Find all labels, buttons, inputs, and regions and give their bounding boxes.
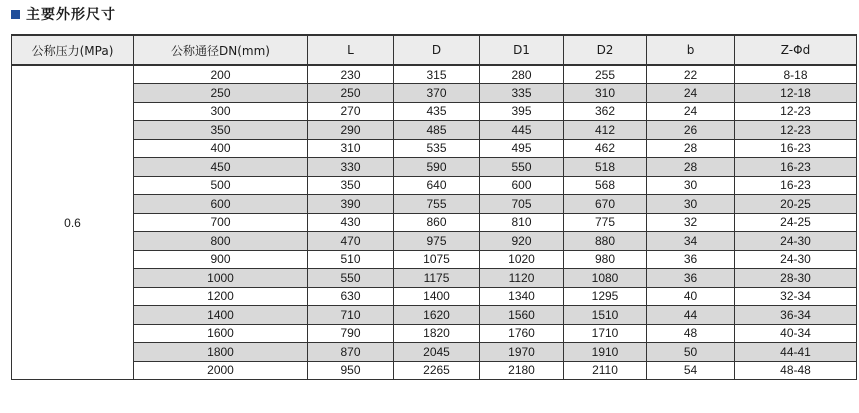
table-row [12,287,857,306]
table-cell: 44-41 [735,343,857,362]
table-cell: 1710 [564,324,647,343]
table-cell: 16-23 [735,176,857,195]
table-cell: 1760 [480,324,564,343]
table-cell: 12-23 [735,121,857,140]
table-cell: 32-34 [735,287,857,306]
table-cell: 1910 [564,343,647,362]
table-cell: 400 [134,139,308,158]
table-cell: 54 [647,361,735,380]
table-cell: 462 [564,139,647,158]
table-cell: 24 [647,102,735,121]
table-cell: 255 [564,65,647,84]
table-cell: 810 [480,213,564,232]
table-cell: 412 [564,121,647,140]
table-cell: 755 [394,195,480,214]
table-cell: 36 [647,269,735,288]
table-cell: 230 [308,65,394,84]
table-cell: 550 [308,269,394,288]
table-cell: 535 [394,139,480,158]
table-cell: 2045 [394,343,480,362]
table-cell: 500 [134,176,308,195]
table-cell: 315 [394,65,480,84]
table-cell: 1970 [480,343,564,362]
table-row [12,121,857,140]
table-cell: 1340 [480,287,564,306]
table-row [12,102,857,121]
table-row [12,232,857,251]
table-cell: 30 [647,176,735,195]
table-cell: 300 [134,102,308,121]
table-cell: 40-34 [735,324,857,343]
table-cell: 1120 [480,269,564,288]
table-cell: 495 [480,139,564,158]
table-cell: 470 [308,232,394,251]
table-cell: 16-23 [735,158,857,177]
table-cell: 1080 [564,269,647,288]
table-cell: 518 [564,158,647,177]
table-cell: 40 [647,287,735,306]
table-cell: 12-23 [735,102,857,121]
table-row [12,139,857,158]
table-row [12,361,857,380]
table-cell: 705 [480,195,564,214]
table-cell: 30 [647,195,735,214]
table-cell: 50 [647,343,735,362]
table-cell: 2180 [480,361,564,380]
header-l: L [308,35,394,65]
table-cell: 790 [308,324,394,343]
table-cell: 800 [134,232,308,251]
table-cell: 430 [308,213,394,232]
section-title: 主要外形尺寸 [26,7,116,23]
table-row [12,324,857,343]
table-cell: 485 [394,121,480,140]
pressure-cell: 0.6 [12,65,134,380]
table-cell: 32 [647,213,735,232]
table-cell: 350 [308,176,394,195]
table-cell: 250 [134,84,308,103]
table-cell: 710 [308,306,394,325]
table-cell: 590 [394,158,480,177]
table-header-row [12,35,857,65]
table-row [12,158,857,177]
table-cell: 24-25 [735,213,857,232]
table-cell: 600 [480,176,564,195]
header-bolt-holes: Z-Φd [735,35,857,65]
table-cell: 390 [308,195,394,214]
table-cell: 980 [564,250,647,269]
table-cell: 975 [394,232,480,251]
table-cell: 670 [564,195,647,214]
table-row [12,250,857,269]
table-cell: 1620 [394,306,480,325]
header-d1: D1 [480,35,564,65]
table-row [12,195,857,214]
table-cell: 950 [308,361,394,380]
table-cell: 335 [480,84,564,103]
header-pressure: 公称压力(MPa) [12,35,134,65]
table-cell: 2110 [564,361,647,380]
table-cell: 2265 [394,361,480,380]
table-cell: 28 [647,158,735,177]
table-cell: 250 [308,84,394,103]
table-cell: 350 [134,121,308,140]
header-nominal-diameter: 公称通径DN(mm) [134,35,308,65]
table-cell: 640 [394,176,480,195]
table-cell: 860 [394,213,480,232]
table-cell: 290 [308,121,394,140]
table-cell: 24-30 [735,250,857,269]
table-cell: 880 [564,232,647,251]
table-row [12,306,857,325]
table-cell: 310 [564,84,647,103]
table-cell: 1400 [394,287,480,306]
header-b: b [647,35,735,65]
table-cell: 1200 [134,287,308,306]
table-cell: 28-30 [735,269,857,288]
table-cell: 920 [480,232,564,251]
table-cell: 34 [647,232,735,251]
table-cell: 36 [647,250,735,269]
table-cell: 1600 [134,324,308,343]
table-cell: 24 [647,84,735,103]
table-cell: 48 [647,324,735,343]
table-cell: 36-34 [735,306,857,325]
table-cell: 362 [564,102,647,121]
table-cell: 1175 [394,269,480,288]
table-cell: 310 [308,139,394,158]
table-cell: 395 [480,102,564,121]
table-cell: 600 [134,195,308,214]
table-cell: 1820 [394,324,480,343]
table-cell: 12-18 [735,84,857,103]
table-cell: 568 [564,176,647,195]
table-cell: 8-18 [735,65,857,84]
table-cell: 44 [647,306,735,325]
table-cell: 16-23 [735,139,857,158]
table-cell: 870 [308,343,394,362]
table-cell: 200 [134,65,308,84]
table-row [12,343,857,362]
table-cell: 1020 [480,250,564,269]
table-cell: 48-48 [735,361,857,380]
header-d: D [394,35,480,65]
table-row [12,176,857,195]
table-cell: 370 [394,84,480,103]
section-heading [11,4,116,24]
table-cell: 630 [308,287,394,306]
table-body [12,65,857,380]
table-row [12,269,857,288]
table-cell: 22 [647,65,735,84]
table-cell: 445 [480,121,564,140]
table-cell: 1800 [134,343,308,362]
table-cell: 450 [134,158,308,177]
table-cell: 1400 [134,306,308,325]
table-cell: 775 [564,213,647,232]
table-cell: 435 [394,102,480,121]
table-cell: 510 [308,250,394,269]
table-cell: 26 [647,121,735,140]
table-cell: 1075 [394,250,480,269]
table-row [12,213,857,232]
table-cell: 330 [308,158,394,177]
table-cell: 1000 [134,269,308,288]
table-row [12,84,857,103]
dimensions-table [11,34,857,380]
table-row [12,65,857,84]
table-cell: 270 [308,102,394,121]
table-cell: 1295 [564,287,647,306]
table-cell: 1510 [564,306,647,325]
table-cell: 2000 [134,361,308,380]
header-d2: D2 [564,35,647,65]
square-bullet-icon [11,10,20,19]
table-cell: 20-25 [735,195,857,214]
table-cell: 28 [647,139,735,158]
table-cell: 900 [134,250,308,269]
table-cell: 700 [134,213,308,232]
table-cell: 1560 [480,306,564,325]
table-cell: 24-30 [735,232,857,251]
table-cell: 280 [480,65,564,84]
table-cell: 550 [480,158,564,177]
